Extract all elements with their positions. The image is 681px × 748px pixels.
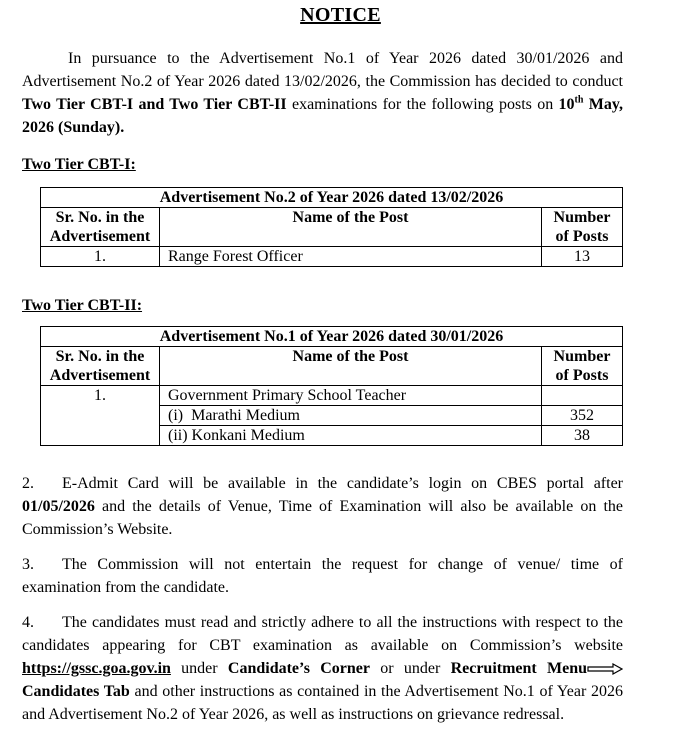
column-header-num-posts: Number of Posts bbox=[542, 347, 623, 386]
column-header-sr-no: Sr. No. in the Advertisement bbox=[41, 208, 160, 247]
paragraph-number: 2. bbox=[22, 475, 34, 492]
paragraph-text-2: under bbox=[170, 660, 228, 677]
candidates-corner-label: Candidate’s Corner bbox=[227, 660, 370, 677]
paragraph-text-3: or under bbox=[370, 660, 451, 677]
cell-num-posts bbox=[542, 386, 623, 406]
paragraph-text-1: E-Admit Card will be available in the candidate’s login on CBES portal after bbox=[62, 475, 623, 492]
website-link[interactable]: https://gssc.goa.gov.in bbox=[22, 660, 171, 677]
section-heading-cbt-2: Two Tier CBT-II: bbox=[22, 297, 143, 314]
column-header-num-posts: Number of Posts bbox=[542, 208, 623, 247]
admit-card-date: 01/05/2026 bbox=[22, 498, 95, 515]
cell-num-posts: 352 bbox=[542, 406, 623, 426]
right-arrow-icon bbox=[587, 663, 623, 675]
candidates-tab-label: Candidates Tab bbox=[22, 683, 130, 700]
cell-post-name: Range Forest Officer bbox=[160, 247, 542, 267]
paragraph-number: 4. bbox=[22, 614, 34, 631]
paragraph-2 bbox=[22, 472, 623, 541]
section-heading-cbt-1: Two Tier CBT-I: bbox=[22, 156, 136, 173]
cbt-1-table bbox=[40, 187, 623, 267]
intro-exam-names: Two Tier CBT-I and Two Tier CBT-II bbox=[22, 96, 287, 113]
column-header-sr-no: Sr. No. in the Advertisement bbox=[41, 347, 160, 386]
cell-medium-name: (i) Marathi Medium bbox=[160, 406, 542, 426]
cell-post-name: Government Primary School Teacher bbox=[160, 386, 542, 406]
column-header-post-name: Name of the Post bbox=[160, 347, 542, 386]
paragraph-text-1: The candidates must read and strictly adhere to all the instructions with respect to the candidates appearing for CBT examination as available on Commission’s website bbox=[22, 614, 623, 654]
paragraph-text-1: The Commission will not entertain the request for change of venue/ time of examination from the candidate. bbox=[22, 556, 623, 596]
paragraph-4 bbox=[22, 611, 623, 726]
cbt-2-table bbox=[40, 326, 623, 446]
paragraph-text-4: and other instructions as contained in the Advertisement No.1 of Year 2026 and Advertisement No.2 of Year 2026, as well as instructions on grievance redressal. bbox=[22, 683, 623, 723]
paragraph-number: 3. bbox=[22, 556, 34, 573]
intro-text-1: In pursuance to the Advertisement No.1 of Year 2026 dated 30/01/2026 and Advertisement No.2 of Year 2026 dated 13/02/2026, the Commission has decided to conduct bbox=[22, 50, 623, 90]
table-row bbox=[41, 386, 623, 406]
paragraph-3 bbox=[22, 553, 623, 599]
cell-sr-no: 1. bbox=[41, 386, 160, 446]
cell-num-posts: 13 bbox=[542, 247, 623, 267]
cell-num-posts: 38 bbox=[542, 426, 623, 446]
cell-medium-name: (ii) Konkani Medium bbox=[160, 426, 542, 446]
column-header-post-name: Name of the Post bbox=[160, 208, 542, 247]
paragraph-text-2: and the details of Venue, Time of Examination will also be available on the Commission’s Website. bbox=[22, 498, 623, 538]
table-caption: Advertisement No.2 of Year 2026 dated 13/02/2026 bbox=[41, 188, 623, 208]
intro-exam-date: 10th May, 2026 (Sunday). bbox=[22, 94, 623, 136]
intro-paragraph bbox=[22, 47, 623, 139]
intro-text-2: examinations for the following posts on bbox=[286, 96, 559, 113]
cell-sr-no: 1. bbox=[41, 247, 160, 267]
recruitment-menu-label: Recruitment Menu bbox=[450, 660, 588, 677]
table-caption: Advertisement No.1 of Year 2026 dated 30/01/2026 bbox=[41, 327, 623, 347]
notice-title: NOTICE bbox=[300, 4, 381, 26]
table-row bbox=[41, 247, 623, 267]
